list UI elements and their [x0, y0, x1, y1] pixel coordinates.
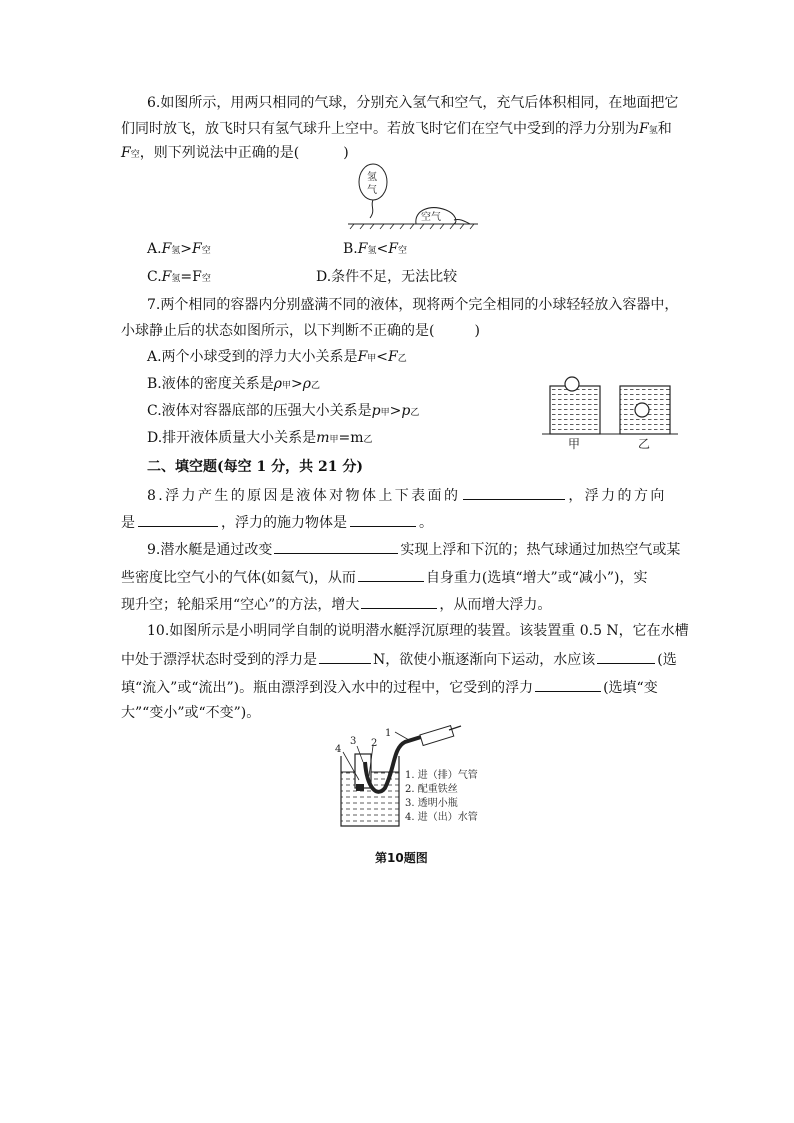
q8-text-c: 是 [121, 515, 135, 531]
sub-air: 空 [201, 246, 211, 256]
q10-line-3 [121, 676, 658, 698]
q9-line-2 [121, 566, 648, 588]
legend-item-4: 4. 进（出）水管 [405, 812, 478, 823]
q9-line-3 [121, 593, 551, 615]
force-symbol: F [357, 349, 368, 365]
option-letter: A. [147, 241, 162, 257]
q8-text-d: ，浮力的施力物体是 [221, 515, 347, 531]
legend-item-3: 3. 透明小瓶 [405, 798, 458, 809]
answer-blank[interactable] [361, 593, 437, 609]
answer-blank[interactable] [138, 511, 218, 527]
option-text: C.液体对容器底部的压强大小关系是 [147, 403, 372, 419]
q7-paren-close: ) [474, 323, 480, 339]
option-text: A.两个小球受到的浮力大小关系是 [147, 349, 358, 365]
sub-air: 空 [201, 274, 211, 284]
container-jia [550, 386, 600, 434]
sub-jia: 甲 [281, 381, 291, 391]
sub-jia: 甲 [380, 408, 390, 418]
sub-jia: 甲 [367, 354, 377, 364]
mass-symbol: m [316, 430, 330, 446]
q7-line-2-text: 小球静止后的状态如图所示，以下判断不正确的是( [121, 323, 435, 339]
rho-symbol: ρ [273, 376, 282, 392]
q6-line-3-text: ，则下列说法中正确的是( [139, 145, 300, 161]
counterweight-wire [356, 784, 364, 791]
q10-text-c: (选 [657, 652, 677, 668]
q7-option-b [147, 374, 320, 396]
q9-text-e: 现升空；轮船采用“空心”的方法，增大 [121, 597, 360, 613]
q6-sub-air: 空 [130, 150, 140, 160]
answer-blank[interactable] [274, 538, 398, 554]
q6-line-2 [121, 119, 672, 141]
compare-sign: =F [180, 269, 202, 285]
compare-sign: > [180, 241, 193, 257]
label-yi: 乙 [638, 437, 651, 451]
q9-text-f: ，从而增大浮力。 [439, 597, 552, 613]
q8-line-2 [121, 511, 433, 533]
q7-figure-containers [540, 372, 680, 452]
q10-text-d: 填“流入”或“流出”)。瓶由漂浮到没入水中的过程中，它受到的浮力 [121, 680, 534, 696]
air-balloon-label: 空气 [421, 212, 441, 223]
q9-line-1 [147, 538, 680, 560]
q6-option-b [343, 239, 407, 261]
q9-text-b: 实现上浮和下沉的；热气球通过加热空气或某 [400, 542, 681, 558]
q6-line-3 [121, 143, 349, 165]
compare-sign: > [291, 376, 303, 392]
answer-blank[interactable] [350, 511, 416, 527]
hydrogen-label-1: 氢 [367, 172, 377, 183]
q10-figure-caption: 第10题图 [375, 851, 428, 865]
section-2-title: 二、填空题(每空 1 分，共 21 分) [147, 459, 363, 475]
q6-figure-balloons [340, 160, 480, 230]
legend-item-2: 2. 配重铁丝 [405, 784, 458, 795]
q8-text-b: ，浮力的方向 [568, 488, 667, 504]
compare-sign: < [376, 241, 389, 257]
q6-paren-close: ) [343, 145, 349, 161]
q7-line-2 [121, 321, 480, 341]
option-text: B.液体的密度关系是 [147, 376, 274, 392]
q10-text-e: (选填“变 [603, 680, 658, 696]
q8-text-a: 8.浮力产生的原因是液体对物体上下表面的 [147, 488, 461, 504]
option-letter: B. [343, 241, 358, 257]
sub-air: 空 [397, 246, 407, 256]
sub-jia: 甲 [329, 435, 339, 445]
force-symbol: F [388, 241, 398, 257]
q6-force-symbol: F [639, 121, 649, 137]
answer-blank[interactable] [319, 648, 371, 664]
q10-line-4: 大”“变小”或“不变”)。 [121, 705, 261, 721]
q8-line-1 [147, 484, 667, 506]
q10-figure-submarine-device [325, 728, 495, 832]
sub-yi: 乙 [363, 435, 373, 445]
label-2: 2 [371, 738, 378, 749]
answer-blank[interactable] [597, 648, 655, 664]
q7-option-c [147, 401, 419, 423]
q9-text-d: 自身重力(选填“增大”或“减小”)，实 [425, 570, 648, 586]
q7-option-d [147, 428, 373, 450]
q6-force-symbol: F [121, 145, 131, 161]
compare-sign: > [389, 403, 402, 419]
q6-option-d: D.条件不足，无法比较 [316, 269, 458, 285]
force-symbol: F [161, 241, 172, 257]
sub-hydrogen: 氢 [171, 274, 181, 284]
q6-and: 和 [657, 121, 672, 137]
pressure-symbol: p [371, 403, 381, 419]
force-symbol: F [161, 269, 172, 285]
force-symbol: F [192, 241, 202, 257]
force-symbol: F [388, 349, 398, 365]
q6-line-2-text: 们同时放飞，放飞时只有氢气球升上空中。若放飞时它们在空气中受到的浮力分别为 [121, 121, 639, 137]
label-jia: 甲 [568, 437, 581, 451]
syringe-body [420, 726, 454, 746]
q6-line-1: 6.如图所示，用两只相同的气球，分别充入氢气和空气，充气后体积相同，在地面把它 [147, 95, 679, 111]
q6-option-c [147, 267, 211, 289]
hydrogen-label-2: 气 [367, 185, 377, 196]
hydrogen-balloon-string [370, 200, 373, 218]
option-letter: C. [147, 269, 162, 285]
q7-line-1: 7.两个相同的容器内分别盛满不同的液体，现将两个完全相同的小球轻轻放入容器中， [147, 297, 679, 313]
q10-line-1: 10.如图所示是小明同学自制的说明潜水艇浮沉原理的装置。该装置重 0.5 N，它在水槽 [147, 623, 689, 639]
label-3: 3 [350, 736, 357, 747]
rho-symbol: ρ [302, 376, 311, 392]
label-4: 4 [335, 744, 342, 755]
q9-text-c: 些密度比空气小的气体(如氦气)，从而 [121, 570, 356, 586]
option-text: D.排开液体质量大小关系是 [147, 430, 317, 446]
q6-sub-hydrogen: 氢 [648, 126, 658, 136]
label-1: 1 [385, 728, 392, 739]
legend-item-1: 1. 进（排）气管 [405, 770, 478, 781]
force-symbol: F [357, 241, 368, 257]
q8-text-e: 。 [419, 515, 433, 531]
compare-sign: < [376, 349, 389, 365]
sub-yi: 乙 [310, 381, 320, 391]
answer-blank[interactable] [463, 484, 565, 500]
answer-blank[interactable] [535, 676, 601, 692]
leader-1 [395, 732, 409, 740]
q6-option-a [147, 239, 211, 261]
q9-text-a: 9.潜水艇是通过改变 [147, 542, 273, 558]
sub-yi: 乙 [397, 354, 407, 364]
q10-text-b: N，欲使小瓶逐渐向下运动，水应该 [373, 652, 596, 668]
pressure-symbol: p [401, 403, 411, 419]
sub-hydrogen: 氢 [367, 246, 377, 256]
ball-jia [565, 377, 579, 391]
answer-blank[interactable] [358, 566, 424, 582]
q10-text-a: 中处于漂浮状态时受到的浮力是 [121, 652, 317, 668]
sub-hydrogen: 氢 [171, 246, 181, 256]
q7-option-a [147, 347, 407, 369]
q10-line-2 [121, 648, 677, 670]
compare-sign: =m [338, 430, 364, 446]
ground-hatching [350, 224, 474, 229]
ball-yi [635, 403, 649, 417]
sub-yi: 乙 [410, 408, 420, 418]
